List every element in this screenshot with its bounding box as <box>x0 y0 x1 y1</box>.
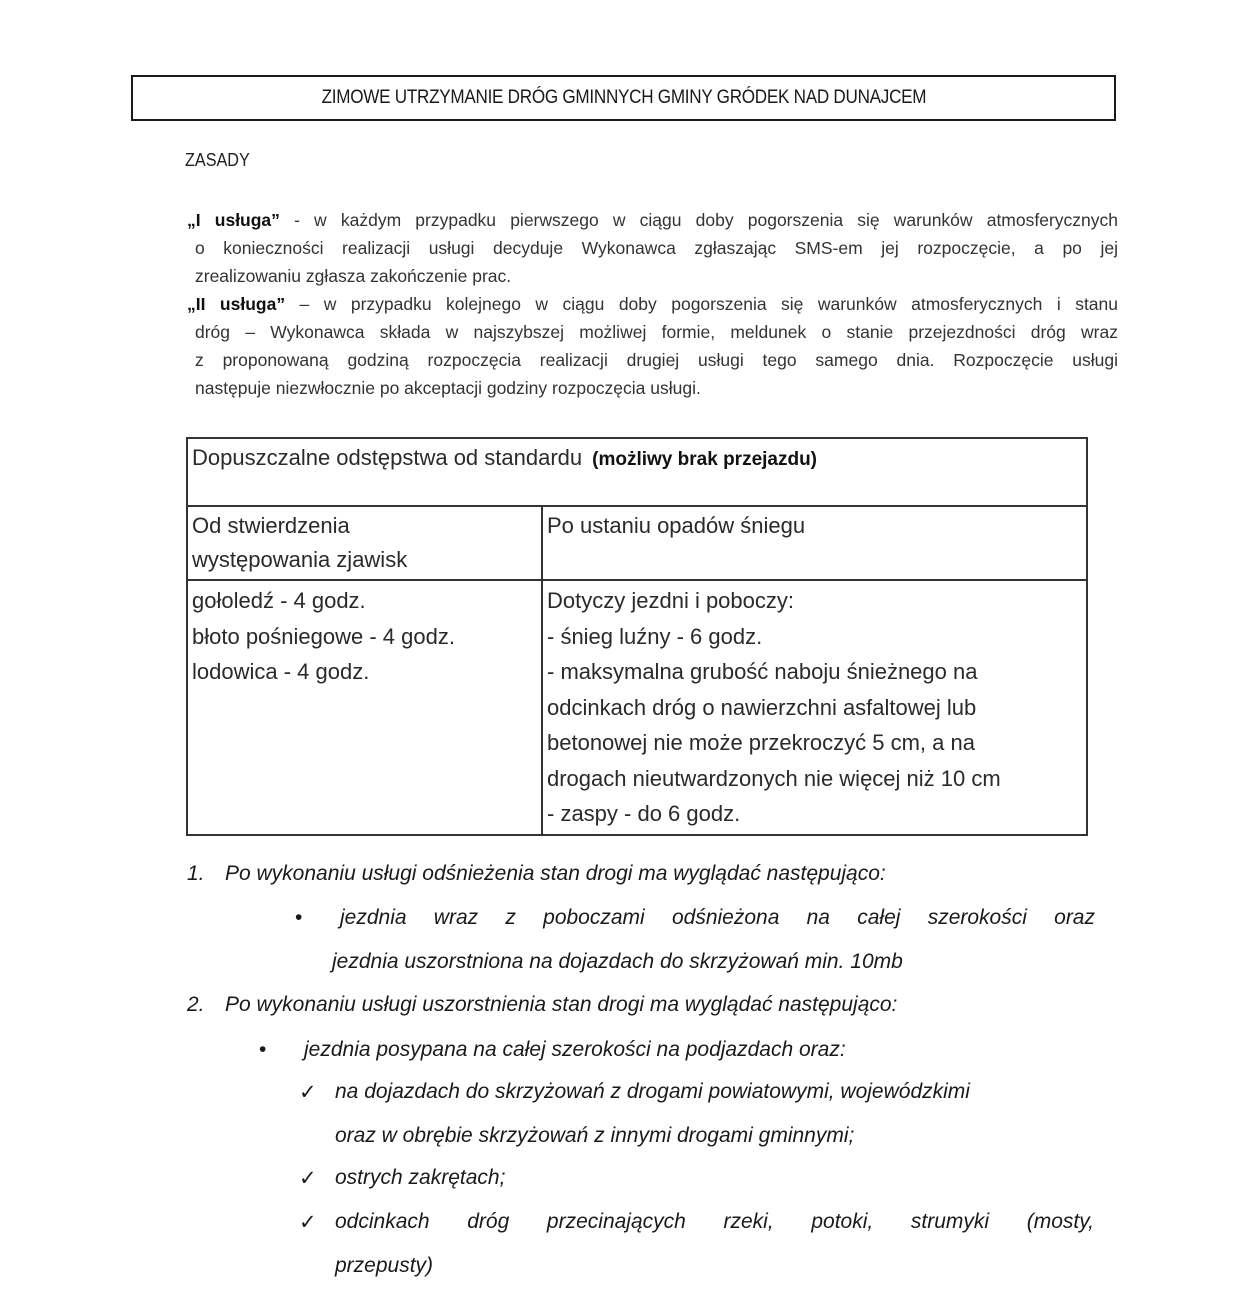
checkmark-icon: ✓ <box>299 1167 317 1190</box>
deviation-table <box>186 437 1088 836</box>
bullet-text-continued: jezdnia uszorstniona na dojazdach do skrzyżowań min. 10mb <box>332 950 903 973</box>
check-text: odcinkach dróg przecinających rzeki, potoki, strumyki (mosty, <box>335 1210 1094 1233</box>
table-item: odcinkach dróg o nawierzchni asfaltowej lub <box>547 694 977 720</box>
table-item: - maksymalna grubość naboju śnieżnego na <box>547 659 978 684</box>
check-item <box>299 1210 1094 1278</box>
check-text: ostrych zakrętach; <box>335 1166 506 1189</box>
list-text: Po wykonaniu usługi uszorstnienia stan drogi ma wyglądać następująco: <box>225 993 898 1016</box>
rule-text: o konieczności realizacji usługi decyduje Wykonawca zgłaszając SMS-em jej rozpoczęcie, a po jej <box>195 238 1118 258</box>
column-header-after-snowfall <box>542 506 1087 580</box>
header-text: występowania zjawisk <box>192 547 408 572</box>
list-item <box>187 862 886 886</box>
check-text: na dojazdach do skrzyżowań z drogami powiatowymi, wojewódzkimi <box>335 1080 970 1103</box>
rule-text: – w przypadku kolejnego w ciągu doby pogorszenia się warunków atmosferycznych i stanu <box>285 294 1119 314</box>
bullet-icon: • <box>295 906 303 929</box>
deviation-table-title-cell <box>187 438 1087 506</box>
bullet-item <box>259 1038 846 1062</box>
table-item: gołoledź - 4 godz. <box>192 588 366 613</box>
rule-text: następuje niezwłocznie po akceptacji godziny rozpoczęcia usługi. <box>195 378 701 398</box>
table-item: drogach nieutwardzonych nie więcej niż 10 cm <box>547 765 1001 791</box>
rule-second-service <box>187 290 1118 402</box>
check-text: oraz w obrębie skrzyżowań z innymi drogami gminnymi; <box>335 1124 855 1147</box>
table-item: Dotyczy jezdni i poboczy: <box>547 588 794 613</box>
deviation-table-title: Dopuszczalne odstępstwa od standardu <box>192 445 583 470</box>
table-item: betonowej nie może przekroczyć 5 cm, a na <box>547 730 975 755</box>
rule-text: - w każdym przypadku pierwszego w ciągu doby pogorszenia się warunków atmosferycznych <box>279 210 1119 230</box>
checkmark-icon: ✓ <box>299 1081 317 1104</box>
document-title: ZIMOWE UTRZYMANIE DRÓG GMINNYCH GMINY GRÓDEK NAD DUNAJCEM <box>321 87 926 108</box>
rule-label: „II usługa” <box>187 294 286 314</box>
bullet-text: jezdnia wraz z poboczami odśnieżona na całej szerokości oraz <box>340 906 1095 929</box>
check-item <box>299 1166 505 1190</box>
section-heading: ZASADY <box>185 150 250 170</box>
list-item <box>187 993 897 1017</box>
rules-section <box>187 206 1118 402</box>
document-title-box <box>131 75 1116 121</box>
header-text: Od stwierdzenia <box>192 513 350 538</box>
list-number: 1. <box>187 862 205 885</box>
table-item: - zaspy - do 6 godz. <box>547 801 741 826</box>
table-item: błoto pośniegowe - 4 godz. <box>192 623 455 649</box>
check-text: przepusty) <box>335 1254 434 1277</box>
column-header-onset <box>187 506 542 580</box>
cell-after-snowfall-items <box>542 580 1087 835</box>
checkmark-icon: ✓ <box>299 1211 317 1234</box>
rule-label: „I usługa” <box>187 210 280 230</box>
deviation-table-subtitle: (możliwy brak przejazdu) <box>592 449 818 470</box>
table-item: lodowica - 4 godz. <box>192 659 370 684</box>
rule-first-service <box>187 206 1118 290</box>
rule-text: dróg – Wykonawca składa w najszybszej możliwej formie, meldunek o stanie przejezdności dróg wraz <box>195 322 1118 342</box>
check-item <box>299 1080 1094 1148</box>
list-number: 2. <box>187 993 205 1016</box>
table-item: - śnieg luźny - 6 godz. <box>547 623 763 649</box>
list-text: Po wykonaniu usługi odśnieżenia stan drogi ma wyglądać następująco: <box>225 862 886 885</box>
header-text: Po ustaniu opadów śniegu <box>547 513 806 538</box>
bullet-icon: • <box>259 1038 267 1061</box>
bullet-text: jezdnia posypana na całej szerokości na podjazdach oraz: <box>304 1038 846 1061</box>
rule-text: z proponowaną godziną rozpoczęcia realizacji drugiej usługi tego samego dnia. Rozpoczęcie usługi <box>195 350 1118 370</box>
rule-text: zrealizowaniu zgłasza zakończenie prac. <box>195 266 512 286</box>
bullet-item <box>295 906 1095 930</box>
cell-onset-items <box>187 580 542 835</box>
